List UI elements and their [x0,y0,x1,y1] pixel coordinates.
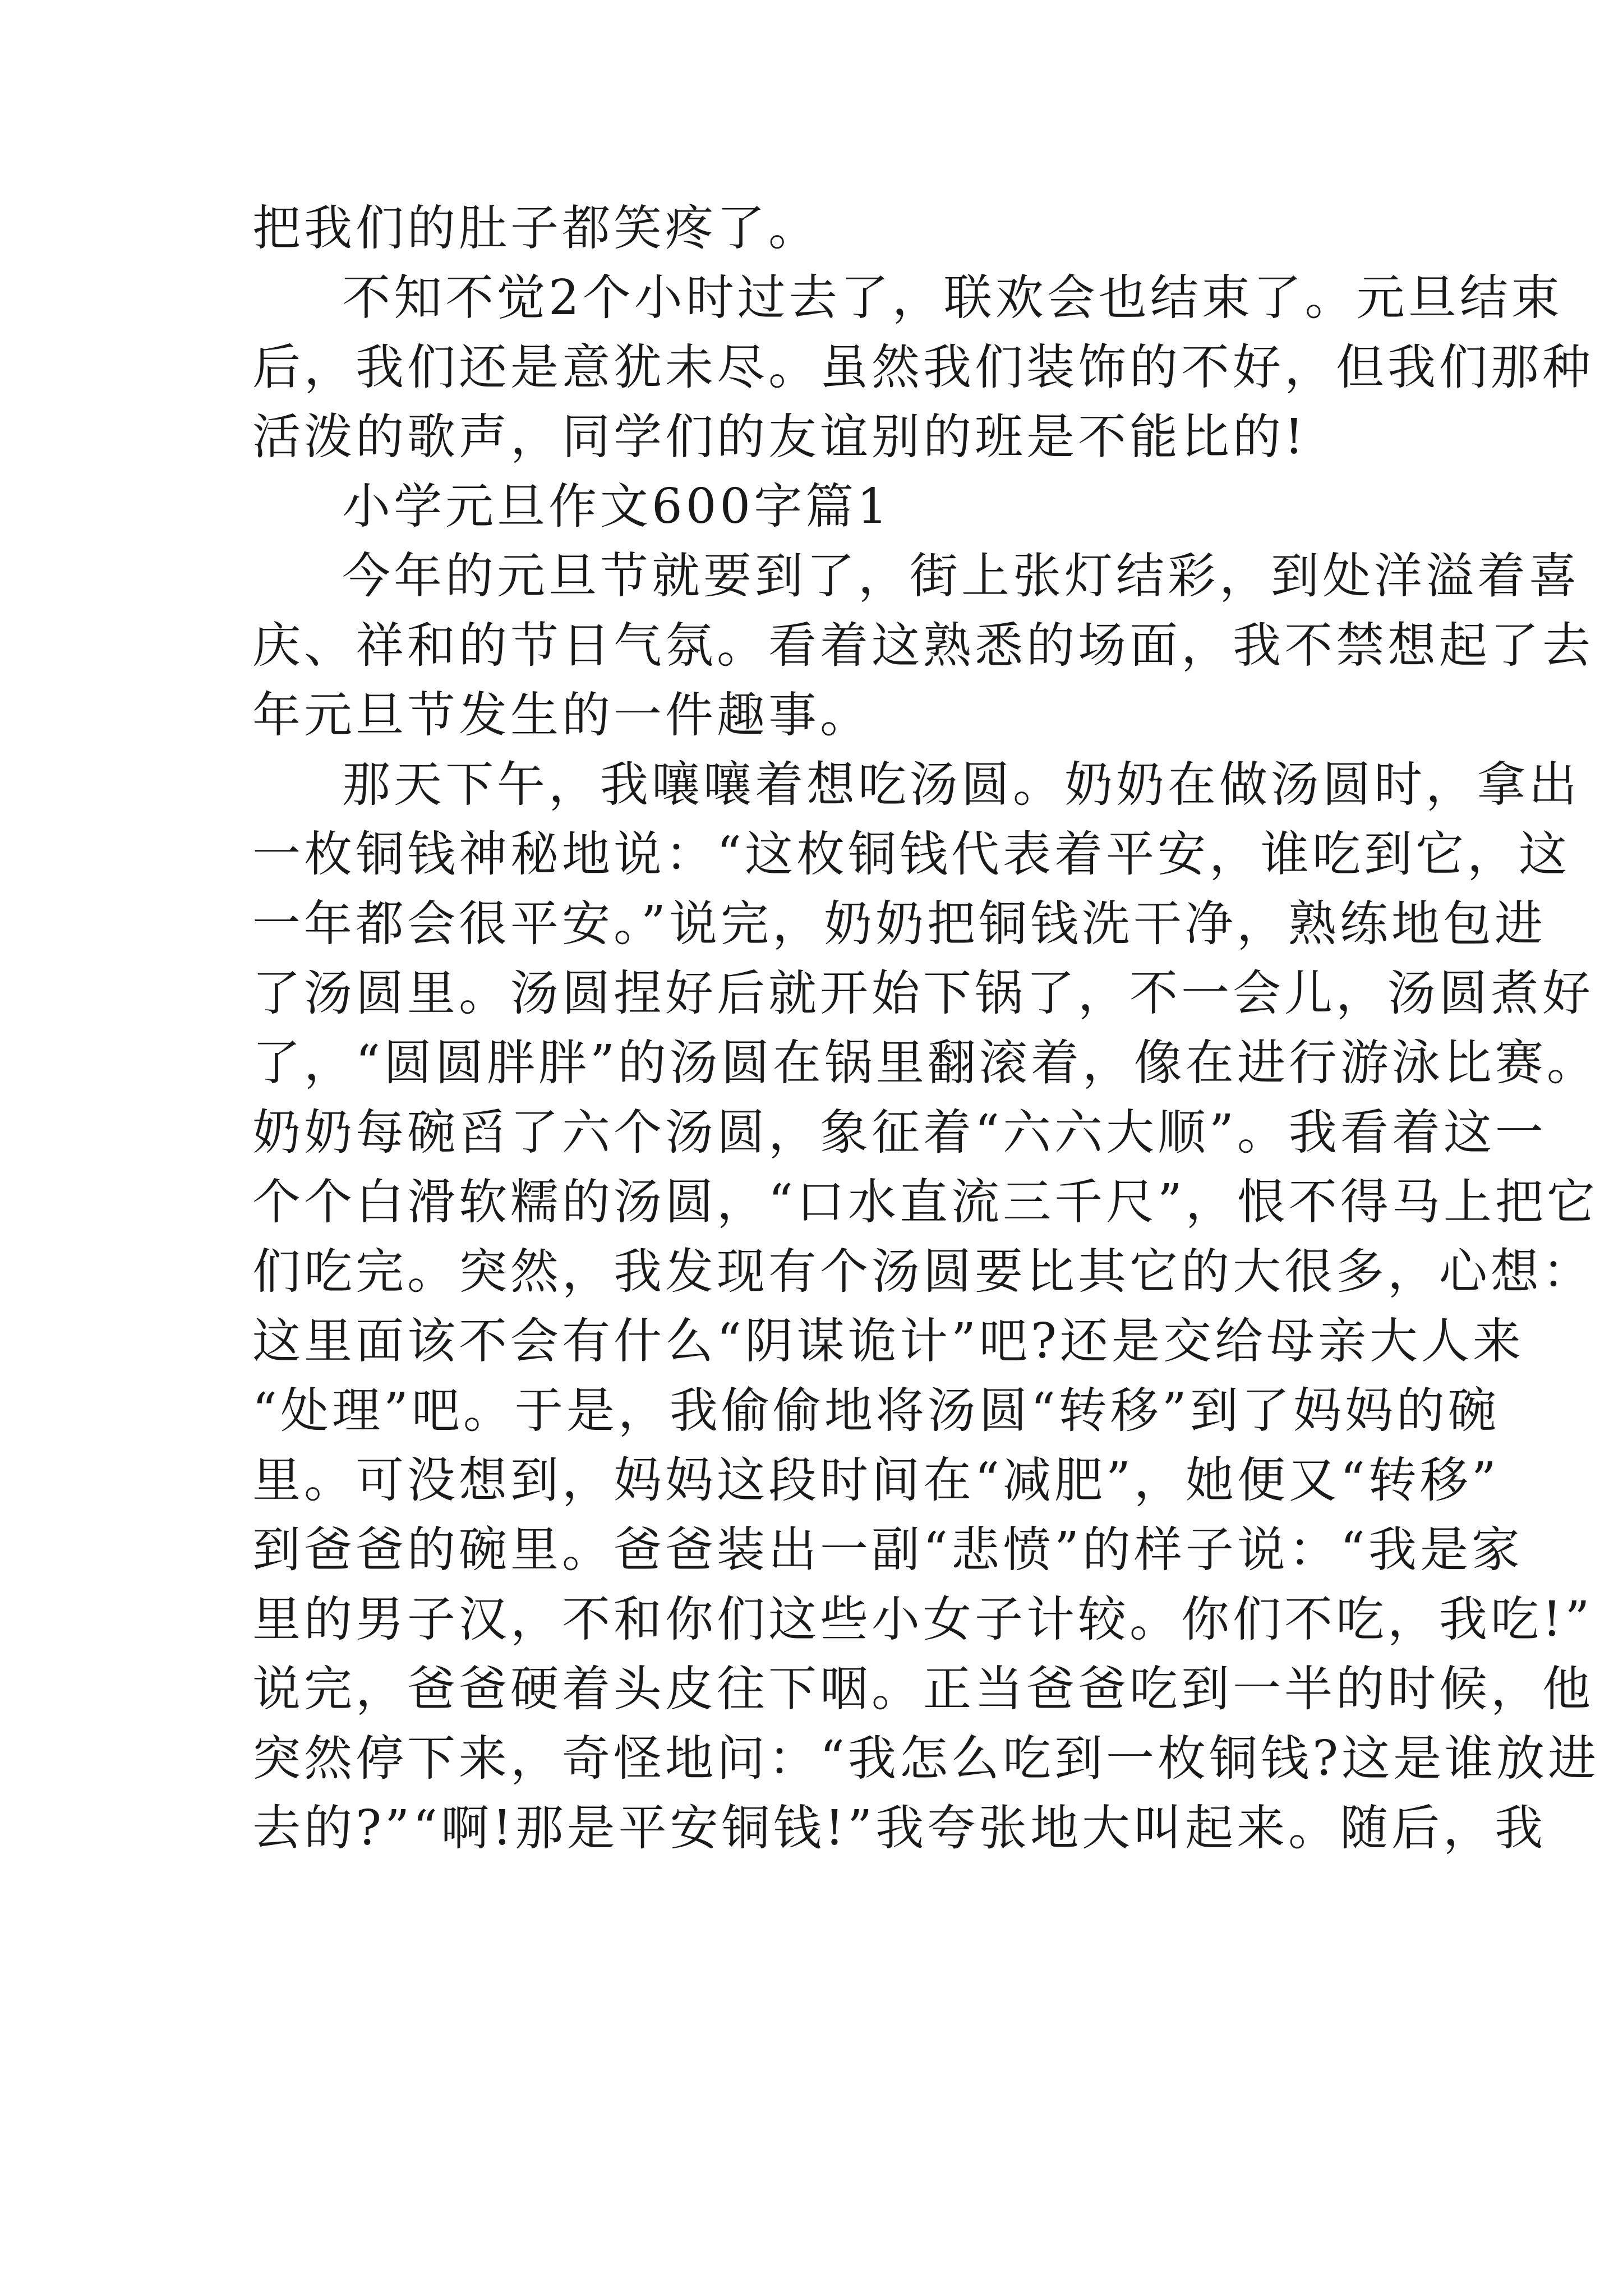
document-body [252,194,1600,1863]
text-line: 活泼的歌声，同学们的友谊别的班是不能比的! [252,409,1307,465]
text-line: 奶奶每碗舀了六个汤圆，象征着“六六大顺”。我看着这一 [252,1105,1547,1161]
text-line: 一枚铜钱神秘地说：“这枚铜钱代表着平安，谁吃到它，这 [252,826,1570,882]
text-line: 里的男子汉，不和你们这些小女子计较。你们不吃，我吃!” [252,1591,1593,1648]
text-line: “处理”吧。于是，我偷偷地将汤圆“转移”到了妈妈的碗 [252,1383,1500,1439]
text-line: 一年都会很平安。”说完，奶奶把铜钱洗干净，熟练地包进 [252,896,1546,952]
text-line: 庆、祥和的节日气氛。看着这熟悉的场面，我不禁想起了去 [252,618,1594,674]
text-line: 这里面该不会有什么“阴谋诡计”吧?还是交给母亲大人来 [252,1313,1525,1369]
text-line: 里。可没想到，妈妈这段时间在“减肥”，她便又“转移” [252,1452,1500,1508]
text-line: 去的?”“啊!那是平安铜钱!”我夸张地大叫起来。随后，我 [252,1800,1547,1856]
text-line: 那天下午，我嚷嚷着想吃汤圆。奶奶在做汤圆时，拿出 [342,757,1580,813]
text-line: 们吃完。突然，我发现有个汤圆要比其它的大很多，心想： [252,1244,1594,1300]
text-line: 不知不觉2个小时过去了，联欢会也结束了。元旦结束 [342,270,1563,326]
text-line: 突然停下来，奇怪地问：“我怎么吃到一枚铜钱?这是谁放进 [252,1731,1600,1787]
text-line: 了，“圆圆胖胖”的汤圆在锅里翻滚着，像在进行游泳比赛。 [252,1035,1598,1091]
text-line: 把我们的肚子都笑疼了。 [252,200,820,256]
text-line: 个个白滑软糯的汤圆，“口水直流三千尺”，恨不得马上把它 [252,1174,1598,1230]
text-line: 到爸爸的碗里。爸爸装出一副“悲愤”的样子说：“我是家 [252,1522,1523,1578]
text-line: 小学元旦作文600字篇1 [342,478,891,535]
text-line: 了汤圆里。汤圆捏好后就开始下锅了，不一会儿，汤圆煮好 [252,965,1594,1022]
text-line: 后，我们还是意犹未尽。虽然我们装饰的不好，但我们那种 [252,339,1594,395]
text-line: 说完，爸爸硬着头皮往下咽。正当爸爸吃到一半的时候，他 [252,1661,1594,1717]
text-line: 年元旦节发生的一件趣事。 [252,687,872,743]
text-line: 今年的元旦节就要到了，街上张灯结彩，到处洋溢着喜 [342,548,1580,604]
